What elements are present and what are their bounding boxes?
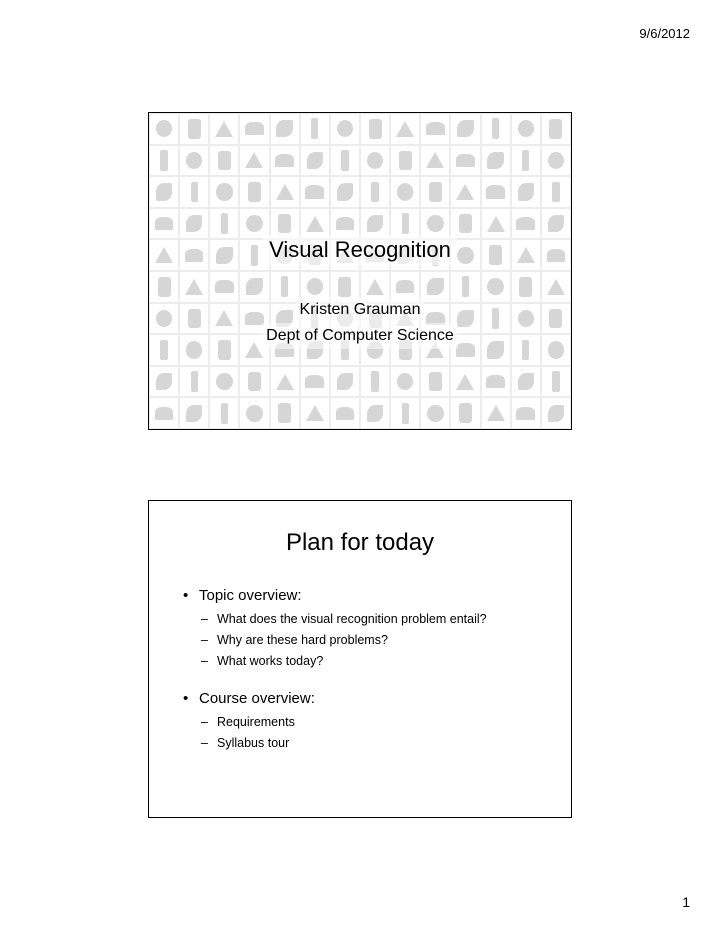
object-thumbnail	[270, 113, 300, 145]
bullet-item	[183, 690, 551, 707]
sub-item	[201, 712, 551, 733]
object-thumbnail	[179, 366, 209, 398]
object-thumbnail	[300, 397, 330, 429]
object-silhouette-icon	[456, 154, 475, 167]
object-silhouette-icon	[155, 407, 174, 420]
object-thumbnail	[179, 397, 209, 429]
object-silhouette-icon	[457, 120, 473, 137]
sub-item	[201, 630, 551, 651]
sub-item-text: Requirements	[217, 715, 295, 729]
object-silhouette-icon	[402, 213, 409, 234]
object-silhouette-icon	[462, 276, 469, 297]
object-thumbnail	[300, 113, 330, 145]
object-thumbnail	[179, 113, 209, 145]
object-thumbnail	[270, 145, 300, 177]
object-thumbnail	[481, 397, 511, 429]
object-silhouette-icon	[459, 403, 472, 423]
object-thumbnail	[239, 397, 269, 429]
object-silhouette-icon	[549, 119, 562, 139]
object-silhouette-icon	[156, 373, 172, 390]
object-silhouette-icon	[156, 183, 172, 200]
object-thumbnail	[149, 397, 179, 429]
object-silhouette-icon	[185, 279, 203, 295]
dash-icon: –	[201, 715, 208, 729]
object-thumbnail	[209, 366, 239, 398]
object-silhouette-icon	[548, 405, 564, 422]
object-silhouette-icon	[245, 152, 263, 168]
object-silhouette-icon	[427, 215, 443, 232]
object-thumbnail-grid	[149, 113, 571, 429]
sub-item	[201, 609, 551, 630]
object-silhouette-icon	[426, 152, 444, 168]
object-thumbnail	[239, 113, 269, 145]
object-silhouette-icon	[371, 371, 378, 392]
object-silhouette-icon	[456, 184, 474, 200]
object-thumbnail	[420, 145, 450, 177]
object-silhouette-icon	[371, 182, 378, 203]
object-silhouette-icon	[246, 405, 262, 422]
object-silhouette-icon	[186, 152, 202, 169]
object-thumbnail	[481, 366, 511, 398]
object-thumbnail	[481, 176, 511, 208]
object-thumbnail	[511, 176, 541, 208]
object-silhouette-icon	[397, 373, 413, 390]
object-thumbnail	[270, 176, 300, 208]
object-silhouette-icon	[548, 215, 564, 232]
object-thumbnail	[511, 113, 541, 145]
dash-icon: –	[201, 612, 208, 626]
object-silhouette-icon	[427, 405, 443, 422]
object-thumbnail	[239, 145, 269, 177]
object-silhouette-icon	[459, 214, 472, 234]
object-silhouette-icon	[337, 120, 353, 137]
object-silhouette-icon	[278, 403, 291, 423]
object-silhouette-icon	[522, 150, 529, 171]
object-silhouette-icon	[160, 150, 167, 171]
object-thumbnail	[420, 397, 450, 429]
object-silhouette-icon	[245, 122, 264, 135]
object-thumbnail	[420, 176, 450, 208]
object-thumbnail	[209, 145, 239, 177]
object-silhouette-icon	[246, 278, 262, 295]
object-thumbnail	[149, 113, 179, 145]
object-silhouette-icon	[396, 121, 414, 137]
object-silhouette-icon	[516, 407, 535, 420]
object-silhouette-icon	[275, 154, 294, 167]
object-silhouette-icon	[156, 120, 172, 137]
object-silhouette-icon	[278, 214, 291, 234]
object-silhouette-icon	[215, 121, 233, 137]
object-thumbnail	[239, 176, 269, 208]
sub-item-text: Why are these hard problems?	[217, 633, 388, 647]
object-thumbnail	[541, 397, 571, 429]
object-thumbnail	[330, 397, 360, 429]
object-silhouette-icon	[306, 405, 324, 421]
object-silhouette-icon	[369, 119, 382, 139]
object-silhouette-icon	[281, 276, 288, 297]
object-thumbnail	[511, 397, 541, 429]
object-silhouette-icon	[305, 185, 324, 198]
page-date: 9/6/2012	[639, 26, 690, 41]
slide-title	[148, 112, 572, 430]
object-thumbnail	[541, 145, 571, 177]
object-silhouette-icon	[221, 403, 228, 424]
object-silhouette-icon	[487, 405, 505, 421]
object-silhouette-icon	[552, 371, 559, 392]
sub-list	[201, 712, 551, 754]
object-silhouette-icon	[399, 151, 412, 171]
object-silhouette-icon	[341, 150, 348, 171]
object-thumbnail	[360, 366, 390, 398]
object-silhouette-icon	[518, 373, 534, 390]
sub-item	[201, 733, 551, 754]
sub-list	[201, 609, 551, 672]
dash-icon: –	[201, 654, 208, 668]
object-silhouette-icon	[246, 215, 262, 232]
object-silhouette-icon	[158, 277, 171, 297]
object-silhouette-icon	[191, 182, 198, 203]
object-thumbnail	[330, 145, 360, 177]
object-thumbnail	[330, 113, 360, 145]
object-silhouette-icon	[492, 118, 499, 139]
object-thumbnail	[541, 113, 571, 145]
object-thumbnail	[360, 176, 390, 208]
object-thumbnail	[481, 145, 511, 177]
object-silhouette-icon	[486, 375, 505, 388]
object-silhouette-icon	[486, 185, 505, 198]
sub-item	[201, 651, 551, 672]
object-thumbnail	[300, 145, 330, 177]
bullet-icon: •	[183, 690, 189, 707]
object-thumbnail	[209, 176, 239, 208]
author-name: Kristen Grauman	[296, 297, 425, 323]
object-silhouette-icon	[427, 278, 443, 295]
object-silhouette-icon	[518, 120, 534, 137]
object-silhouette-icon	[276, 120, 292, 137]
object-silhouette-icon	[547, 279, 565, 295]
object-thumbnail	[330, 176, 360, 208]
object-thumbnail	[511, 366, 541, 398]
object-silhouette-icon	[336, 217, 355, 230]
object-thumbnail	[481, 113, 511, 145]
object-silhouette-icon	[188, 119, 201, 139]
object-silhouette-icon	[186, 405, 202, 422]
object-thumbnail	[360, 145, 390, 177]
object-silhouette-icon	[336, 407, 355, 420]
bullet-list	[183, 587, 551, 772]
object-silhouette-icon	[548, 152, 564, 169]
slide-plan	[148, 500, 572, 818]
object-thumbnail	[390, 145, 420, 177]
object-silhouette-icon	[276, 374, 294, 390]
object-silhouette-icon	[337, 183, 353, 200]
object-silhouette-icon	[306, 216, 324, 232]
dash-icon: –	[201, 633, 208, 647]
object-silhouette-icon	[397, 183, 413, 200]
object-silhouette-icon	[248, 372, 261, 392]
dash-icon: –	[201, 736, 208, 750]
object-thumbnail	[541, 176, 571, 208]
sub-item-text: What works today?	[217, 654, 324, 668]
object-silhouette-icon	[221, 213, 228, 234]
object-silhouette-icon	[487, 152, 503, 169]
object-thumbnail	[209, 113, 239, 145]
object-thumbnail	[450, 397, 480, 429]
object-silhouette-icon	[402, 403, 409, 424]
object-silhouette-icon	[307, 278, 323, 295]
object-silhouette-icon	[367, 405, 383, 422]
bullet-text: Course overview:	[199, 690, 315, 707]
object-thumbnail	[179, 145, 209, 177]
object-silhouette-icon	[191, 371, 198, 392]
object-silhouette-icon	[338, 277, 351, 297]
object-thumbnail	[420, 366, 450, 398]
object-thumbnail	[270, 397, 300, 429]
object-silhouette-icon	[367, 152, 383, 169]
object-thumbnail	[450, 366, 480, 398]
object-thumbnail	[541, 366, 571, 398]
object-thumbnail	[149, 145, 179, 177]
bullet-item	[183, 587, 551, 604]
object-silhouette-icon	[396, 280, 415, 293]
object-silhouette-icon	[218, 151, 231, 171]
object-thumbnail	[390, 397, 420, 429]
object-thumbnail	[390, 113, 420, 145]
object-silhouette-icon	[305, 375, 324, 388]
object-silhouette-icon	[429, 182, 442, 202]
object-silhouette-icon	[456, 374, 474, 390]
object-thumbnail	[300, 176, 330, 208]
object-thumbnail	[209, 397, 239, 429]
object-thumbnail	[239, 366, 269, 398]
object-thumbnail	[330, 366, 360, 398]
object-silhouette-icon	[276, 184, 294, 200]
object-thumbnail	[300, 366, 330, 398]
object-thumbnail	[360, 397, 390, 429]
department-name: Dept of Computer Science	[262, 323, 458, 349]
bullet-icon: •	[183, 587, 189, 604]
bullet-text: Topic overview:	[199, 587, 302, 604]
object-thumbnail	[511, 145, 541, 177]
object-silhouette-icon	[337, 373, 353, 390]
sub-item-text: What does the visual recognition problem entail?	[217, 612, 487, 626]
object-thumbnail	[390, 366, 420, 398]
object-thumbnail	[450, 176, 480, 208]
slide-heading: Plan for today	[285, 529, 435, 556]
object-silhouette-icon	[487, 216, 505, 232]
object-silhouette-icon	[487, 278, 503, 295]
object-thumbnail	[450, 145, 480, 177]
object-silhouette-icon	[429, 372, 442, 392]
object-silhouette-icon	[552, 182, 559, 203]
object-silhouette-icon	[155, 217, 174, 230]
slide-title-text: Visual Recognition	[263, 235, 457, 265]
object-silhouette-icon	[519, 277, 532, 297]
object-thumbnail	[149, 366, 179, 398]
object-thumbnail	[149, 176, 179, 208]
object-thumbnail	[450, 113, 480, 145]
object-silhouette-icon	[426, 122, 445, 135]
object-thumbnail	[270, 366, 300, 398]
object-thumbnail	[390, 176, 420, 208]
object-silhouette-icon	[216, 183, 232, 200]
object-silhouette-icon	[216, 373, 232, 390]
object-silhouette-icon	[307, 152, 323, 169]
object-thumbnail	[179, 176, 209, 208]
object-silhouette-icon	[367, 215, 383, 232]
object-thumbnail	[360, 113, 390, 145]
object-silhouette-icon	[516, 217, 535, 230]
sub-item-text: Syllabus tour	[217, 736, 290, 750]
object-silhouette-icon	[248, 182, 261, 202]
object-silhouette-icon	[311, 118, 318, 139]
page-number: 1	[682, 894, 690, 910]
object-silhouette-icon	[366, 279, 384, 295]
object-thumbnail	[420, 113, 450, 145]
object-silhouette-icon	[186, 215, 202, 232]
object-silhouette-icon	[215, 280, 234, 293]
object-silhouette-icon	[518, 183, 534, 200]
